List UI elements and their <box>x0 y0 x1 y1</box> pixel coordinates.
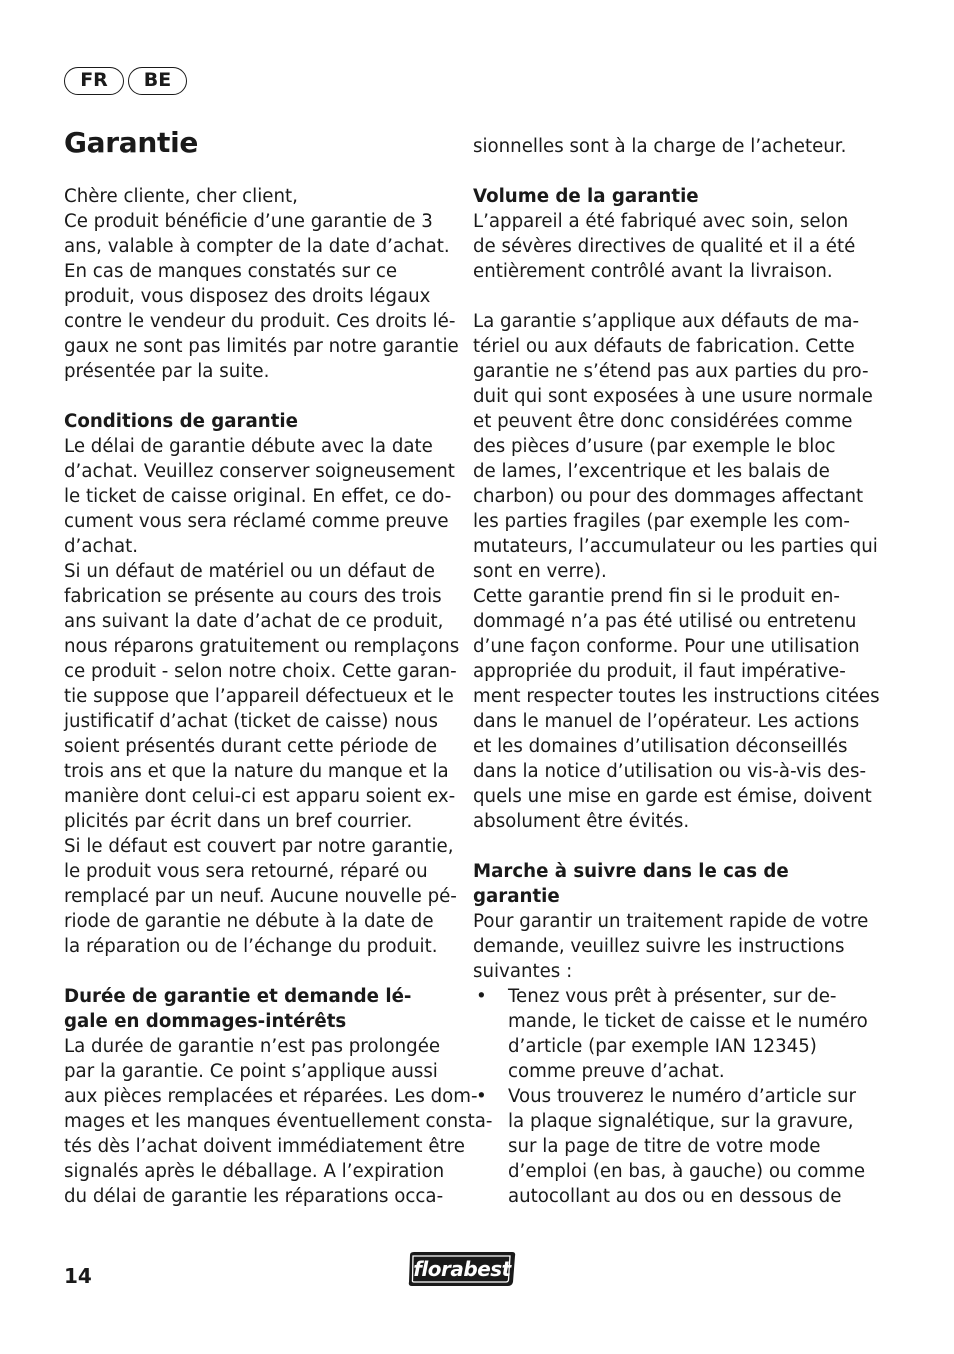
bullet-continuation: autocollant au dos ou en dessous de <box>508 1186 842 1207</box>
text-line: Cette garantie prend fin si le produit en- <box>473 586 840 607</box>
text-line: tés dès l’achat doivent immédiatement être <box>64 1136 465 1157</box>
text-line: ans, valable à compter de la date d’achat. <box>64 236 450 257</box>
text-line: manière dont celui-ci est apparu soient ex- <box>64 786 456 807</box>
text-line: de sévères directives de qualité et il a été <box>473 236 856 257</box>
bullet-continuation: comme preuve d’achat. <box>508 1061 725 1082</box>
left-column <box>64 184 493 1209</box>
bullet-continuation: la plaque signalétique, sur la gravure, <box>508 1111 854 1132</box>
text-line: la réparation ou de l’échange du produit. <box>64 936 438 957</box>
text-line: charbon) ou pour des dommages affectant <box>473 486 864 507</box>
text-line: nous réparons gratuitement ou remplaçons <box>64 636 460 657</box>
text-line: sionnelles sont à la charge de l’acheteur. <box>473 136 847 157</box>
text-line: entièrement contrôlé avant la livraison. <box>473 261 833 282</box>
text-line: présentée par la suite. <box>64 361 270 382</box>
text-line: d’achat. Veuillez conserver soigneusement <box>64 461 455 482</box>
text-line: dommagé n’a pas été utilisé ou entretenu <box>473 611 857 632</box>
paragraph-gap <box>473 284 863 309</box>
text-line: plicités par écrit dans un bref courrier. <box>64 811 413 832</box>
paragraph-gap <box>64 384 454 409</box>
text-line: Ce produit bénéficie d’une garantie de 3 <box>64 211 433 232</box>
text-line: Si le défaut est couvert par notre garantie, <box>64 836 454 857</box>
text-line: trois ans et que la nature du manque et la <box>64 761 449 782</box>
text-line: ment respecter toutes les instructions citées <box>473 686 880 707</box>
bullet-continuation: sur la page de titre de votre mode <box>508 1136 821 1157</box>
bullet-item <box>473 1084 863 1109</box>
florabest-logo <box>406 1250 518 1288</box>
text-line: de lames, l’excentrique et les balais de <box>473 461 830 482</box>
text-line: Si un défaut de matériel ou un défaut de <box>64 561 435 582</box>
text-line: produit, vous disposez des droits légaux <box>64 286 431 307</box>
text-line: sont en verre). <box>473 561 607 582</box>
text-line: les parties fragiles (par exemple les com- <box>473 511 850 532</box>
text-line: garantie ne s’étend pas aux parties du pro- <box>473 361 869 382</box>
text-line: et les domaines d’utilisation déconseillés <box>473 736 848 757</box>
text-line: aux pièces remplacées et réparées. Les dom- <box>64 1086 478 1107</box>
text-line: En cas de manques constatés sur ce <box>64 261 398 282</box>
section-heading: Conditions de garantie <box>64 411 299 432</box>
text-line: signalés après le déballage. A l’expiration <box>64 1161 445 1182</box>
bullet-icon: • <box>476 986 487 1007</box>
text-line: d’une façon conforme. Pour une utilisation <box>473 636 860 657</box>
text-line: contre le vendeur du produit. Ces droits lé- <box>64 311 456 332</box>
section-heading: garantie <box>473 886 560 907</box>
section-heading: Volume de la garantie <box>473 186 699 207</box>
lang-badge-fr: FR <box>64 67 124 95</box>
text-line: soient présentés durant cette période de <box>64 736 438 757</box>
section-heading: gale en dommages-intérêts <box>64 1011 347 1032</box>
text-line: tériel ou aux défauts de fabrication. Cette <box>473 336 855 357</box>
text-line: ce produit - selon notre choix. Cette garan- <box>64 661 457 682</box>
text-line: Pour garantir un traitement rapide de votre <box>473 911 869 932</box>
text-line: et peuvent être donc considérées comme <box>473 411 853 432</box>
bullet-continuation: d’emploi (en bas, à gauche) ou comme <box>508 1161 866 1182</box>
text-line: d’achat. <box>64 536 139 557</box>
section-heading: Marche à suivre dans le cas de <box>473 861 789 882</box>
paragraph-gap <box>473 834 863 859</box>
bullet-continuation: d’article (par exemple IAN 12345) <box>508 1036 817 1057</box>
text-line: tie suppose que l’appareil défectueux et le <box>64 686 454 707</box>
text-line: par la garantie. Ce point s’applique aussi <box>64 1061 438 1082</box>
text-line: appropriée du produit, il faut impérative- <box>473 661 846 682</box>
bullet-text: Tenez vous prêt à présenter, sur de- <box>508 986 837 1007</box>
text-line: fabrication se présente au cours des trois <box>64 586 442 607</box>
text-line: le ticket de caisse original. En effet, ce do- <box>64 486 452 507</box>
text-line: le produit vous sera retourné, réparé ou <box>64 861 428 882</box>
paragraph-gap <box>64 959 454 984</box>
lang-badge-be: BE <box>128 67 187 95</box>
bullet-item <box>473 984 863 1009</box>
text-line: La garantie s’applique aux défauts de ma- <box>473 311 860 332</box>
text-line: remplacé par un neuf. Aucune nouvelle pé- <box>64 886 457 907</box>
text-line: gaux ne sont pas limités par notre garantie <box>64 336 459 357</box>
text-line: des pièces d’usure (par exemple le bloc <box>473 436 836 457</box>
text-line: ans suivant la date d’achat de ce produit, <box>64 611 444 632</box>
text-line: mages et les manques éventuellement consta- <box>64 1111 493 1132</box>
text-line: La durée de garantie n’est pas prolongée <box>64 1036 441 1057</box>
text-line: Le délai de garantie débute avec la date <box>64 436 433 457</box>
page-title: Garantie <box>64 126 199 159</box>
bullet-text: Vous trouverez le numéro d’article sur <box>508 1086 856 1107</box>
page-number: 14 <box>64 1264 92 1288</box>
text-line: justificatif d’achat (ticket de caisse) nous <box>64 711 438 732</box>
right-column <box>473 134 880 1209</box>
text-line: riode de garantie ne débute à la date de <box>64 911 434 932</box>
text-line: Chère cliente, cher client, <box>64 186 298 207</box>
bullet-icon: • <box>476 1086 487 1107</box>
text-line: demande, veuillez suivre les instructions <box>473 936 845 957</box>
text-line: absolument être évités. <box>473 811 690 832</box>
text-line: mutateurs, l’accumulateur ou les parties qui <box>473 536 878 557</box>
bullet-continuation: mande, le ticket de caisse et le numéro <box>508 1011 868 1032</box>
paragraph-gap <box>473 159 863 184</box>
section-heading: Durée de garantie et demande lé- <box>64 986 412 1007</box>
text-line: duit qui sont exposées à une usure normale <box>473 386 873 407</box>
text-line: dans la notice d’utilisation ou vis-à-vis des- <box>473 761 867 782</box>
text-line: quels une mise en garde est émise, doivent <box>473 786 872 807</box>
text-line: du délai de garantie les réparations occa- <box>64 1186 444 1207</box>
text-line: suivantes : <box>473 961 573 982</box>
text-line: cument vous sera réclamé comme preuve <box>64 511 449 532</box>
text-line: dans le manuel de l’opérateur. Les actions <box>473 711 860 732</box>
logo-text: florabest <box>413 1257 511 1281</box>
text-line: L’appareil a été fabriqué avec soin, selon <box>473 211 849 232</box>
